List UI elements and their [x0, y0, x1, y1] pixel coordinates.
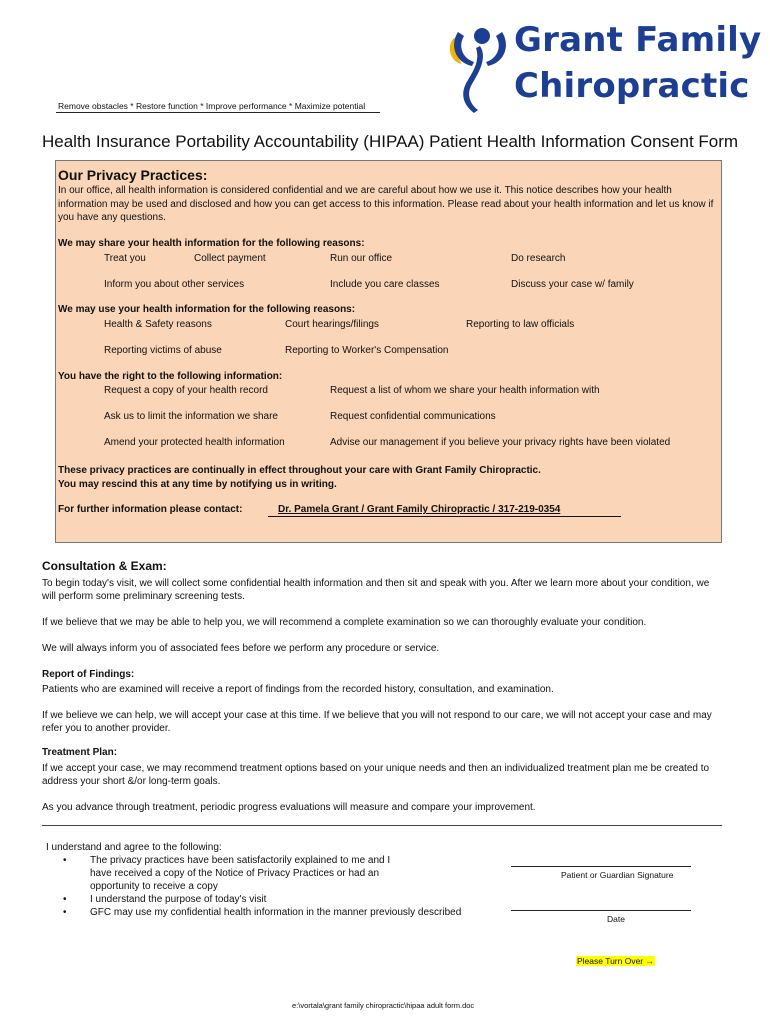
signature-line[interactable]	[511, 866, 691, 867]
tagline-rule	[56, 112, 380, 113]
treatment-title: Treatment Plan:	[42, 747, 118, 758]
share-item: Discuss your case w/ family	[511, 279, 634, 290]
bullet-icon: •	[63, 907, 67, 918]
logo-text-line1: Grant Family	[514, 20, 762, 60]
file-path-footer: e:\vortala\grant family chiropractic\hipaa adult form.doc	[292, 1001, 475, 1010]
date-line[interactable]	[511, 910, 691, 911]
privacy-intro: In our office, all health information is considered confidential and we are careful about how we use it. This notice describes how your health information may be used and disclosed and how you can get access to this information. Please read about your health information and let us know if you have any questions.	[58, 185, 714, 223]
consultation-title: Consultation & Exam:	[42, 559, 167, 573]
consultation-paragraph: We will always inform you of associated fees before we perform any procedure or service.	[42, 643, 440, 654]
share-item: Inform you about other services	[104, 279, 245, 290]
share-item: Include you care classes	[330, 279, 440, 290]
rights-heading: You have the right to the following information:	[58, 371, 283, 382]
form-title: Health Insurance Portability Accountability (HIPAA) Patient Health Information Consent Form	[42, 132, 739, 151]
rights-item: Ask us to limit the information we share	[104, 411, 278, 422]
consultation-paragraph: If we believe that we may be able to help you, we will recommend a complete examination so we can thoroughly evaluate your condition.	[42, 617, 647, 628]
signature-label: Patient or Guardian Signature	[561, 870, 674, 880]
acknowledgement-intro: I understand and agree to the following:	[46, 842, 222, 853]
share-heading: We may share your health information for the following reasons:	[58, 238, 365, 249]
findings-title: Report of Findings:	[42, 669, 135, 680]
tagline: Remove obstacles * Restore function * Improve performance * Maximize potential	[58, 101, 366, 111]
logo-text-line2: Chiropractic	[514, 66, 750, 106]
list-item	[63, 893, 503, 906]
privacy-notice	[58, 464, 541, 491]
contact-underline	[268, 516, 621, 517]
rights-item: Advise our management if you believe your privacy rights have been violated	[330, 437, 671, 448]
bullet-icon: •	[63, 855, 67, 866]
rights-item: Request a list of whom we share your health information with	[330, 385, 600, 396]
use-item: Reporting to Worker's Compensation	[285, 345, 449, 356]
please-turn-over: Please Turn Over →	[577, 956, 655, 966]
use-item: Health & Safety reasons	[104, 319, 212, 330]
consultation-paragraph: To begin today's visit, we will collect some confidential health information and then sit and speak with you. After we learn more about your condition, we will perform some preliminary screening tests.	[42, 578, 710, 602]
privacy-heading: Our Privacy Practices:	[58, 167, 208, 183]
list-item-text: I understand the purpose of today's visit	[90, 894, 267, 905]
findings-paragraph: If we believe we can help, we will accept your case at this time. If we believe that you will not respond to our care, we will not accept your case and may refer you to another provider.	[42, 710, 712, 734]
use-item: Reporting to law officials	[466, 319, 575, 330]
share-item: Treat you	[104, 253, 146, 264]
list-item-text: The privacy practices have been satisfactorily explained to me and I have received a copy of the Notice of Privacy Practices or had an opportunity to receive a copy	[90, 855, 391, 892]
treatment-paragraph: As you advance through treatment, periodic progress evaluations will measure and compare your improvement.	[42, 802, 536, 813]
list-item	[63, 854, 408, 893]
bullet-icon: •	[63, 894, 67, 905]
share-item: Collect payment	[194, 253, 266, 264]
chiropractic-figure-icon	[444, 18, 514, 118]
contact-value: Dr. Pamela Grant / Grant Family Chiropractic / 317-219-0354	[278, 504, 561, 515]
contact-label: For further information please contact:	[58, 504, 243, 515]
list-item-text: GFC may use my confidential health information in the manner previously described	[90, 907, 462, 918]
logo	[444, 18, 762, 118]
share-item: Run our office	[330, 253, 393, 264]
use-item: Court hearings/filings	[285, 319, 379, 330]
rights-item: Request confidential communications	[330, 411, 496, 422]
rights-item: Amend your protected health information	[104, 437, 285, 448]
treatment-paragraph: If we accept your case, we may recommend treatment options based on your unique needs and then an individualized treatment plan me be created to address your short &/or long-term goals.	[42, 763, 710, 787]
date-label: Date	[607, 914, 625, 924]
share-item: Do research	[511, 253, 566, 264]
list-item	[63, 906, 503, 919]
use-item: Reporting victims of abuse	[104, 345, 222, 356]
use-heading: We may use your health information for the following reasons:	[58, 304, 356, 315]
findings-paragraph: Patients who are examined will receive a report of findings from the recorded history, consultation, and examination.	[42, 684, 554, 695]
notice-line-2: You may rescind this at any time by notifying us in writing.	[58, 478, 337, 490]
acknowledgement-list	[63, 854, 503, 919]
section-divider	[42, 825, 722, 826]
notice-line-1: These privacy practices are continually in effect throughout your care with Grant Family Chiropractic.	[58, 465, 541, 476]
rights-item: Request a copy of your health record	[104, 385, 268, 396]
